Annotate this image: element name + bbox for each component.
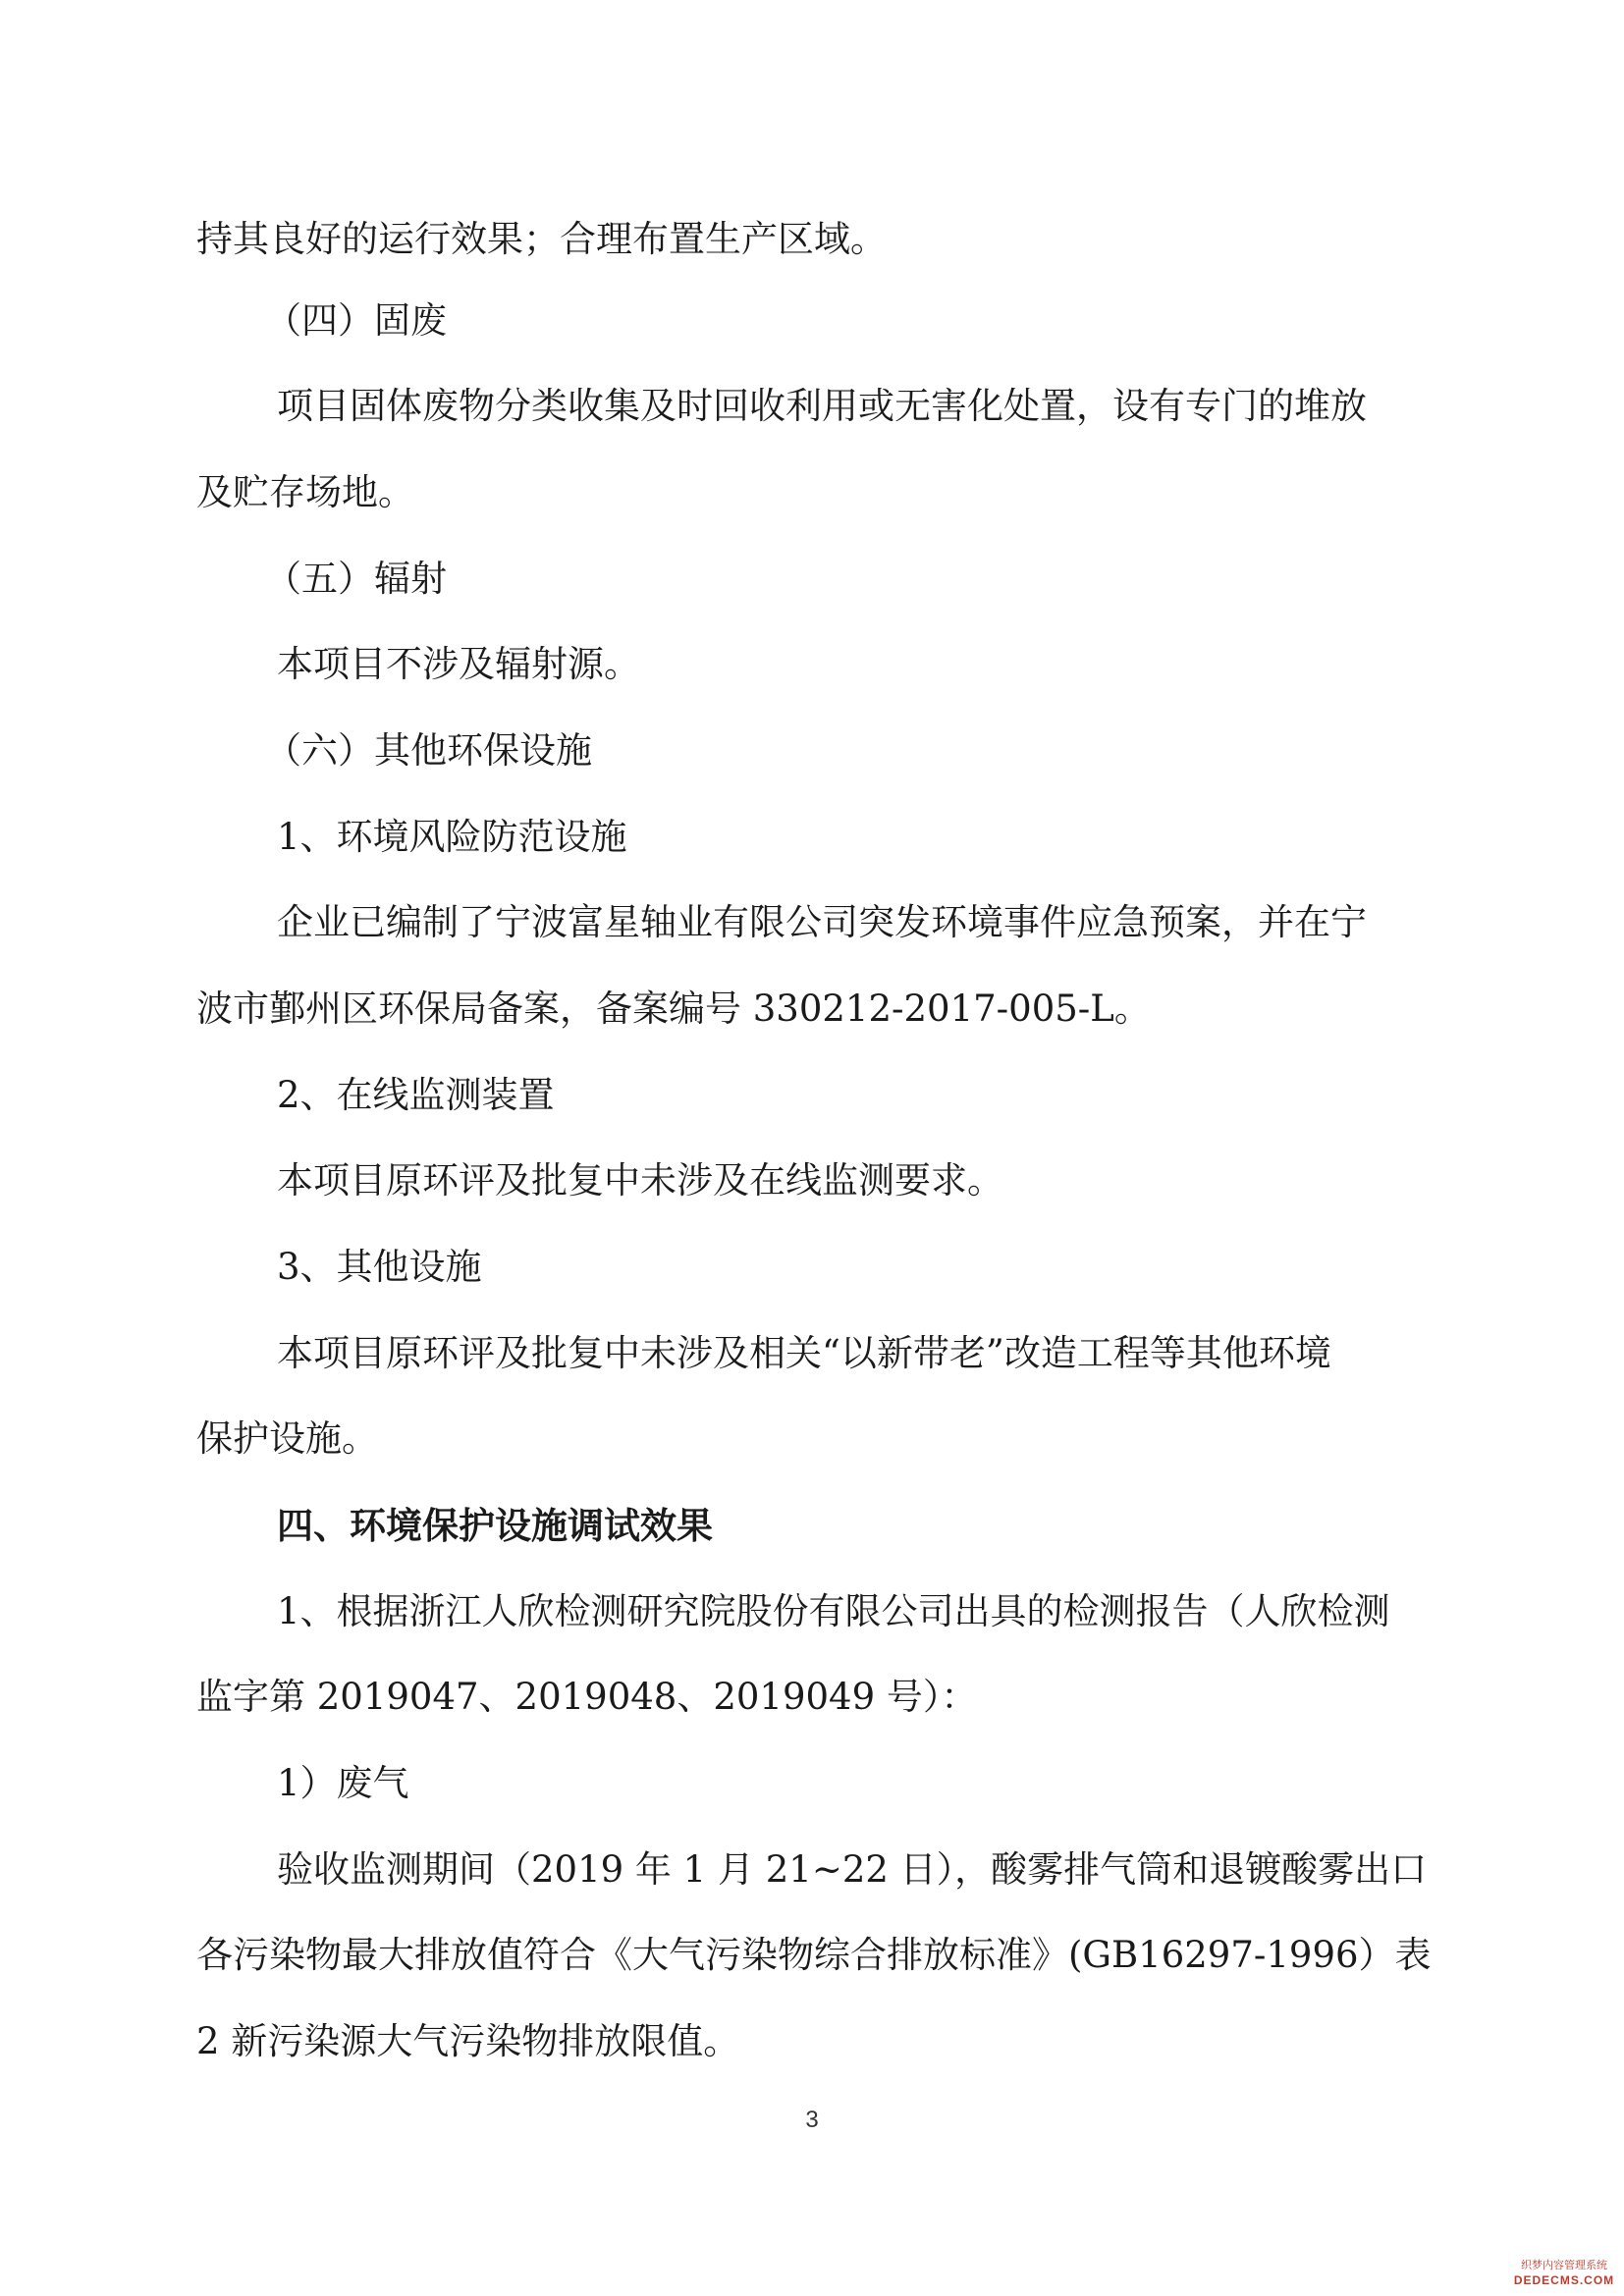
text-line-1: 持其良好的运行效果；合理布置生产区域。 (196, 218, 887, 260)
text-line-4: 及贮存场地。 (196, 471, 414, 513)
text-line-21: 各污染物最大排放值符合《大气污染物综合排放标准》(GB16297-1996）表 (196, 1934, 1432, 1976)
page-number: 3 (805, 2107, 819, 2133)
subheading-online-monitoring: 2、在线监测装置 (277, 1074, 555, 1116)
text-line-20: 验收监测期间（2019 年 1 月 21~22 日），酸雾排气筒和退镀酸雾出口 (277, 1848, 1428, 1891)
subheading-waste-gas: 1）废气 (277, 1762, 409, 1804)
subheading-other-facilities: 3、其他设施 (277, 1246, 482, 1288)
section-heading-radiation: （五）辐射 (265, 558, 447, 600)
watermark-line-1: 织梦内容管理系统 (1521, 2260, 1607, 2271)
text-line-17: 1、根据浙江人欣检测研究院股份有限公司出具的检测报告（人欣检测 (277, 1590, 1390, 1632)
text-line-18: 监字第 2019047、2019048、2019049 号）： (196, 1676, 978, 1718)
section-heading-solid-waste: （四）固废 (265, 299, 447, 342)
section-heading-other-facilities: （六）其他环保设施 (265, 729, 592, 772)
section-heading-commissioning-results: 四、环境保护设施调试效果 (277, 1504, 713, 1547)
text-line-15: 保护设施。 (196, 1417, 378, 1460)
text-line-22: 2 新污染源大气污染物排放限值。 (196, 2020, 740, 2062)
text-line-9: 企业已编制了宁波富星轴业有限公司突发环境事件应急预案，并在宁 (277, 901, 1367, 943)
subheading-risk-prevention: 1、环境风险防范设施 (277, 816, 627, 858)
watermark (1512, 2259, 1616, 2288)
text-line-14: 本项目原环评及批复中未涉及相关“以新带老”改造工程等其他环境 (277, 1332, 1331, 1374)
text-line-12: 本项目原环评及批复中未涉及在线监测要求。 (277, 1159, 1003, 1201)
text-line-10: 波市鄞州区环保局备案，备案编号 330212-2017-005-L。 (196, 988, 1151, 1030)
text-line-6: 本项目不涉及辐射源。 (277, 643, 640, 685)
text-line-3: 项目固体废物分类收集及时回收利用或无害化处置，设有专门的堆放 (277, 385, 1367, 427)
watermark-line-2: DEDECMS.COM (1513, 2273, 1615, 2287)
